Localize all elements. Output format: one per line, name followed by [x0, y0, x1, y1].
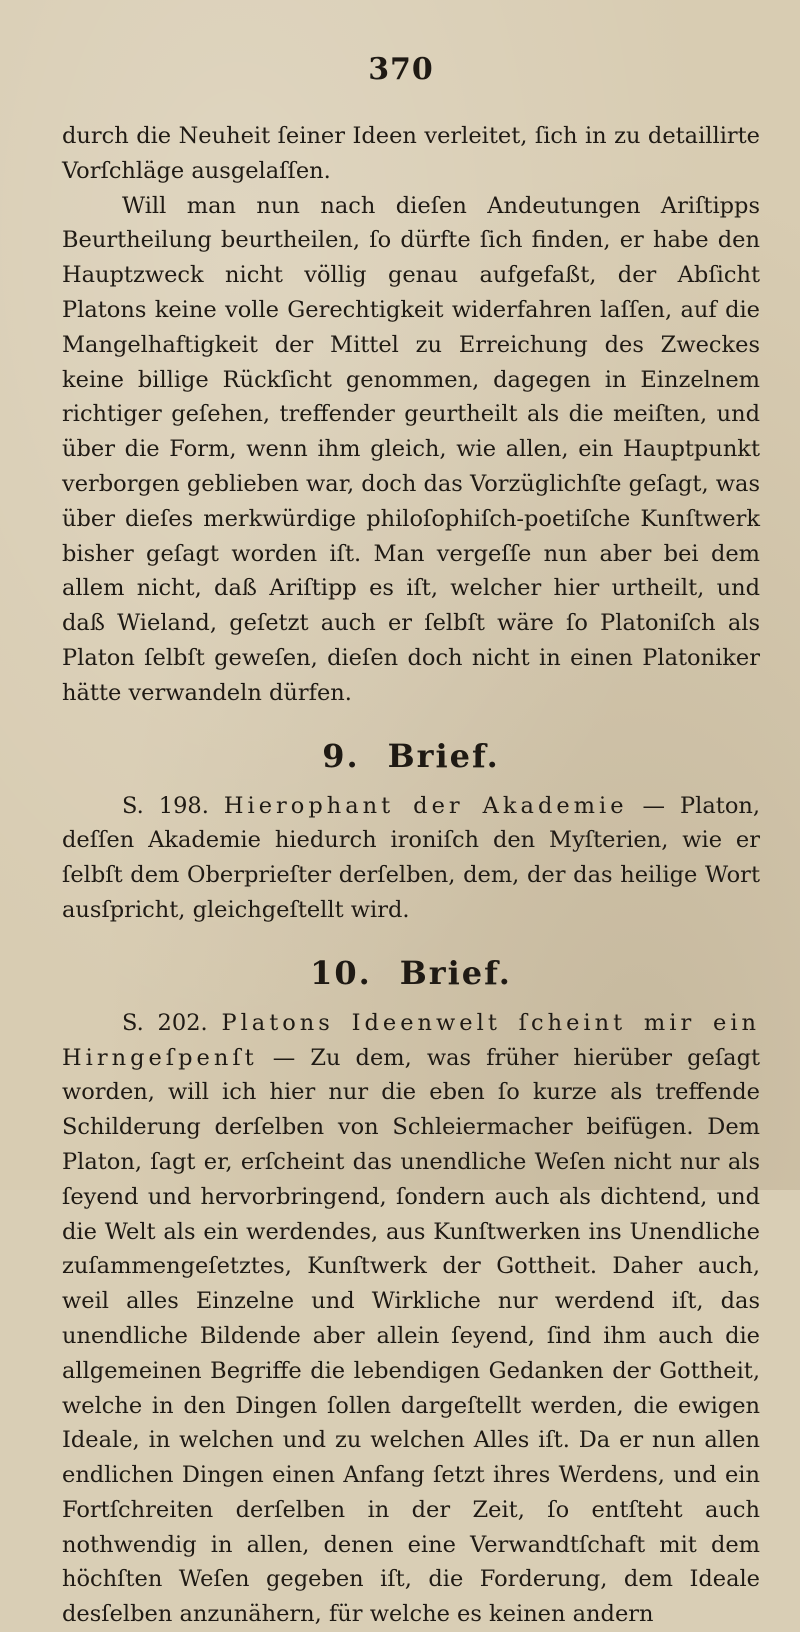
- letter-9-subject: Hierophant der Akademie: [223, 792, 628, 819]
- paragraph-continuation: durch die Neuheit ſeiner Ideen verleitet, ſich in zu detaillirte Vorſchläge ausgelaſſen.: [62, 123, 760, 184]
- letter-10-heading: [62, 954, 760, 992]
- letter-9-dash: —: [642, 792, 666, 819]
- letter-10-title: Brief.: [399, 953, 512, 992]
- letter-9-number: 9.: [322, 736, 360, 775]
- page-number: 370: [368, 52, 434, 87]
- letter-9-note: [62, 789, 760, 928]
- letter-9-heading: [62, 737, 760, 775]
- letter-10-subject: Platons Ideenwelt ſcheint mir ein Hirngeſpenſt: [62, 1009, 761, 1071]
- letter-10-note: [62, 1006, 760, 1632]
- letter-10-dash: —: [272, 1044, 296, 1071]
- letter-9-page-ref: S. 198.: [122, 792, 209, 819]
- paragraph-wieland-assessment: Will man nun nach dieſen Andeutungen Ariſtipps Beurtheilung beurtheilen, ſo dürfte ſich finden, er habe den Hauptzweck nicht völlig genau aufgefaßt, der Abſicht Platons keine volle Gerechtigkeit widerfahren laſſen, auf die Mangelhaftigkeit der Mittel zu Erreichung des Zweckes keine billige Rückſicht genommen, dagegen in Einzelnem richtiger geſehen, treffender geurtheilt als die meiſten, und über die Form, wenn ihm gleich, wie allen, ein Hauptpunkt verborgen geblieben war, doch das Vorzüglichſte geſagt, was über dieſes merkwürdige philoſophiſch-poetiſche Kunſtwerk bisher geſagt worden iſt. Man vergeſſe nun aber bei dem allem nicht, daß Ariſtipp es iſt, welcher hier urtheilt, und daß Wieland, geſetzt auch er ſelbſt wäre ſo Platoniſch als Platon ſelbſt geweſen, dieſen doch nicht in einen Platoniker hätte verwandeln dürfen.: [62, 192, 760, 706]
- letter-10-text: Zu dem, was früher hierüber geſagt worden, will ich hier nur die eben ſo kurze als treffende Schilderung derſelben von Schleiermacher beifügen. Dem Platon, ſagt er, erſcheint das unendliche Weſen nicht nur als ſeyend und hervorbringend, ſondern auch als dichtend, und die Welt als ein werdendes, aus Kunſtwerken ins Unendliche zuſammengeſetztes, Kunſtwerk der Gottheit. Daher auch, weil alles Einzelne und Wirkliche nur werdend iſt, das unendliche Bildende aber allein ſeyend, ſind ihm auch die allgemeinen Begriffe die lebendigen Gedanken der Gottheit, welche in den Dingen ſollen dargeſtellt werden, die ewigen Ideale, in welchen und zu welchen Alles iſt. Da er nun allen endlichen Dingen einen Anfang ſetzt ihres Werdens, und ein Fortſchreiten derſelben in der Zeit, ſo entſteht auch nothwendig in allen, denen eine Verwandtſchaft mit dem höchſten Weſen gegeben iſt, die Forderung, dem Ideale desſelben anzunähern, für welche es keinen andern: [62, 1044, 761, 1628]
- letter-9-title: Brief.: [387, 736, 500, 775]
- letter-10-page-ref: S. 202.: [122, 1009, 208, 1036]
- letter-9-text: Platon, deſſen Akademie hiedurch ironiſch den Myſterien, wie er ſelbſt dem Oberprieſter derſelben, dem, der das heilige Wort ausſpricht, gleichgeſtellt wird.: [62, 792, 761, 923]
- letter-10-number: 10.: [310, 953, 372, 992]
